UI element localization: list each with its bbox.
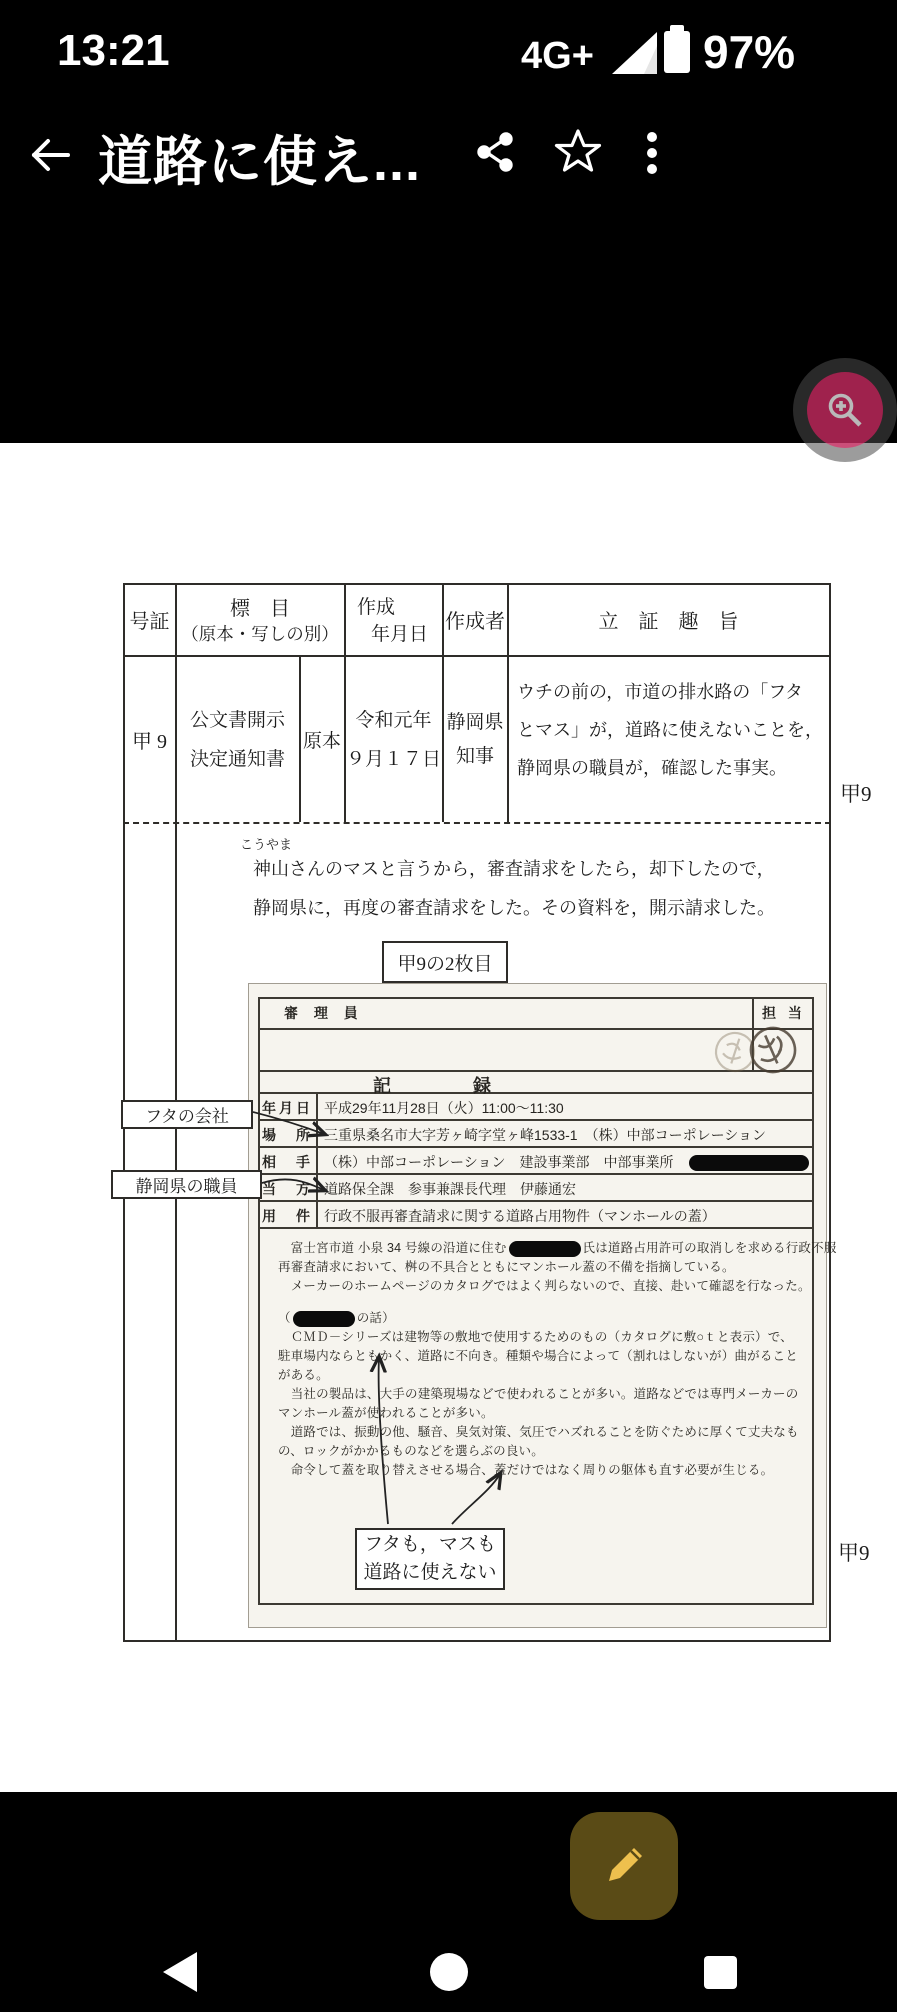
side-label-top: 甲9 [840, 782, 872, 806]
cell-original: 原本 [302, 731, 341, 752]
record-row-value: 道路保全課 参事兼課長代理 伊藤通宏 [324, 1181, 576, 1197]
scan-body-line: 駐車場内ならともかく、道路に不向き。種類や場合によって（割れはしないが）曲がること [278, 1349, 798, 1363]
record-label-col-divider [316, 1092, 318, 1227]
record-row-label: 当 方 [262, 1181, 313, 1197]
scan-body-line: がある。 [278, 1368, 329, 1382]
nav-back-triangle-icon [163, 1952, 197, 1992]
cell-purpose-line1: ウチの前の，市道の排水路の「フタ [517, 682, 804, 702]
app-bar-title: 道路に使え... [98, 132, 422, 192]
cell-author-line2: 知事 [455, 745, 494, 767]
record-title: 記 録 [373, 1076, 493, 1096]
approval-stamp-icons [705, 1022, 815, 1082]
cell-date-line1: 令和元年 [355, 709, 432, 731]
record-row-value: 三重県桑名市大字芳ヶ崎字堂ヶ峰1533-1 （株）中部コーポレーション [324, 1127, 767, 1143]
callout-line2: 道路に使えない [363, 1562, 497, 1583]
record-row-value: 行政不服再審査請求に関する道路占用物件（マンホールの蓋） [324, 1208, 716, 1224]
record-line [258, 1119, 814, 1121]
note-furigana: こうやま [240, 837, 293, 852]
header-purpose: 立 証 趣 旨 [598, 610, 739, 633]
header-title: 標 目 [230, 598, 290, 620]
battery-icon [664, 25, 690, 73]
table-right-border [829, 583, 831, 1642]
cell-title-line2: 決定通知書 [189, 748, 285, 770]
status-time: 13:21 [57, 26, 170, 75]
header-title-sub: （原本・写しの別） [181, 624, 339, 644]
cell-evidence-no: 甲 9 [132, 731, 167, 753]
edit-fab[interactable] [570, 1812, 678, 1920]
table-row-continuation-dashed-line [123, 822, 831, 824]
record-row-label: 相 手 [262, 1154, 313, 1170]
header-date-2: 年月日 [371, 624, 429, 645]
nav-home-button[interactable] [430, 1953, 468, 1991]
page-label-box: 甲9の2枚目 [382, 941, 508, 983]
zoom-in-icon [824, 389, 866, 431]
share-button[interactable] [474, 131, 516, 173]
network-type-label: 4G+ [521, 35, 594, 77]
redaction-bar [689, 1155, 809, 1171]
zoom-fab[interactable] [807, 372, 883, 448]
record-tantou-label: 担 当 [762, 1005, 806, 1021]
favorite-button[interactable] [554, 128, 602, 174]
record-row-label: 年月日 [262, 1100, 313, 1116]
record-row-label: 用 件 [262, 1208, 313, 1224]
annotation-official-box: 静岡県の職員 [111, 1170, 262, 1199]
cell-purpose-line2: とマス」が，道路に使えないことを， [517, 720, 823, 740]
record-line [258, 1173, 814, 1175]
scan-body-line: の、ロックがかかるものなどを選らぶの良い。 [278, 1444, 544, 1458]
scan-body-line: 命令して蓋を取り替えさせる場合、蓋だけではなく周りの躯体も直す必要が生じる。 [278, 1463, 774, 1477]
scan-body-line: メーカーのホームページのカタログではよく判らないので、直接、赴いて確認を行なった。 [278, 1279, 811, 1293]
note-line2: 静岡県に，再度の審査請求をした。その資料を，開示請求した。 [253, 898, 775, 918]
header-author: 作成者 [445, 610, 505, 633]
table-bottom-border [123, 1640, 831, 1642]
scan-body-line: 当社の製品は、大手の建築現場などで使われることが多い。道路などでは専門メーカーの [278, 1387, 799, 1401]
record-row-label: 場 所 [262, 1127, 313, 1143]
callout-line1: フタも，マスも [364, 1534, 496, 1555]
cell-date-line2: ９月１７日 [345, 748, 441, 770]
record-row-value: 平成29年11月28日（火）11:00～11:30 [324, 1100, 564, 1116]
cell-purpose-line3: 静岡県の職員が，確認した事実。 [517, 758, 787, 778]
back-arrow-icon [28, 133, 72, 177]
side-label-bottom: 甲9 [838, 1541, 870, 1565]
scan-body-line: 道路では、振動の他、騒音、臭気対策、気圧でハズれることを防ぐために厚くて丈夫なも [278, 1425, 799, 1439]
record-line [258, 1146, 814, 1148]
nav-recents-button[interactable] [704, 1956, 737, 1989]
scan-body-line: マンホール蓋が使われることが多い。 [278, 1406, 494, 1420]
scan-body-line: 富士宮市道 小泉 34 号線の沿道に住む 氏は道路占用許可の取消しを求める行政不服 [278, 1241, 837, 1255]
redaction-bar [509, 1241, 581, 1257]
pencil-icon [600, 1842, 648, 1890]
share-icon [474, 131, 516, 173]
record-examiner-label: 審 理 員 [284, 1005, 364, 1021]
record-row-value: （株）中部コーポレーション 建設事業部 中部事業所 [324, 1152, 811, 1172]
header-no: 号証 [129, 610, 170, 633]
cell-author-line1: 静岡県 [446, 711, 504, 733]
annotation-company-box: フタの会社 [121, 1100, 253, 1129]
note-line1: 神山さんのマスと言うから，審査請求をしたら，却下したので， [253, 859, 775, 879]
record-line [258, 1227, 814, 1229]
redaction-bar [293, 1311, 355, 1327]
header-date-1: 作成 [357, 597, 396, 618]
star-icon [554, 128, 602, 174]
nav-back-button[interactable] [163, 1952, 197, 1992]
record-line [258, 1200, 814, 1202]
back-button[interactable] [28, 133, 72, 177]
more-vert-icon [645, 130, 659, 176]
battery-percent: 97% [703, 26, 796, 78]
signal-strength-icon [612, 32, 657, 74]
scan-body-line: （ の話） [278, 1311, 395, 1325]
scan-body-line: 再審査請求において、桝の不具合とともにマンホール蓋の不備を指摘している。 [278, 1260, 735, 1274]
overflow-menu-button[interactable] [645, 130, 659, 176]
callout-box [355, 1528, 505, 1590]
cell-title-line1: 公文書開示 [189, 709, 285, 731]
scan-body-line: ＣＭＤ－シリーズは建物等の敷地で使用するためのもの（カタログに敷○ｔと表示）で、 [278, 1330, 793, 1344]
